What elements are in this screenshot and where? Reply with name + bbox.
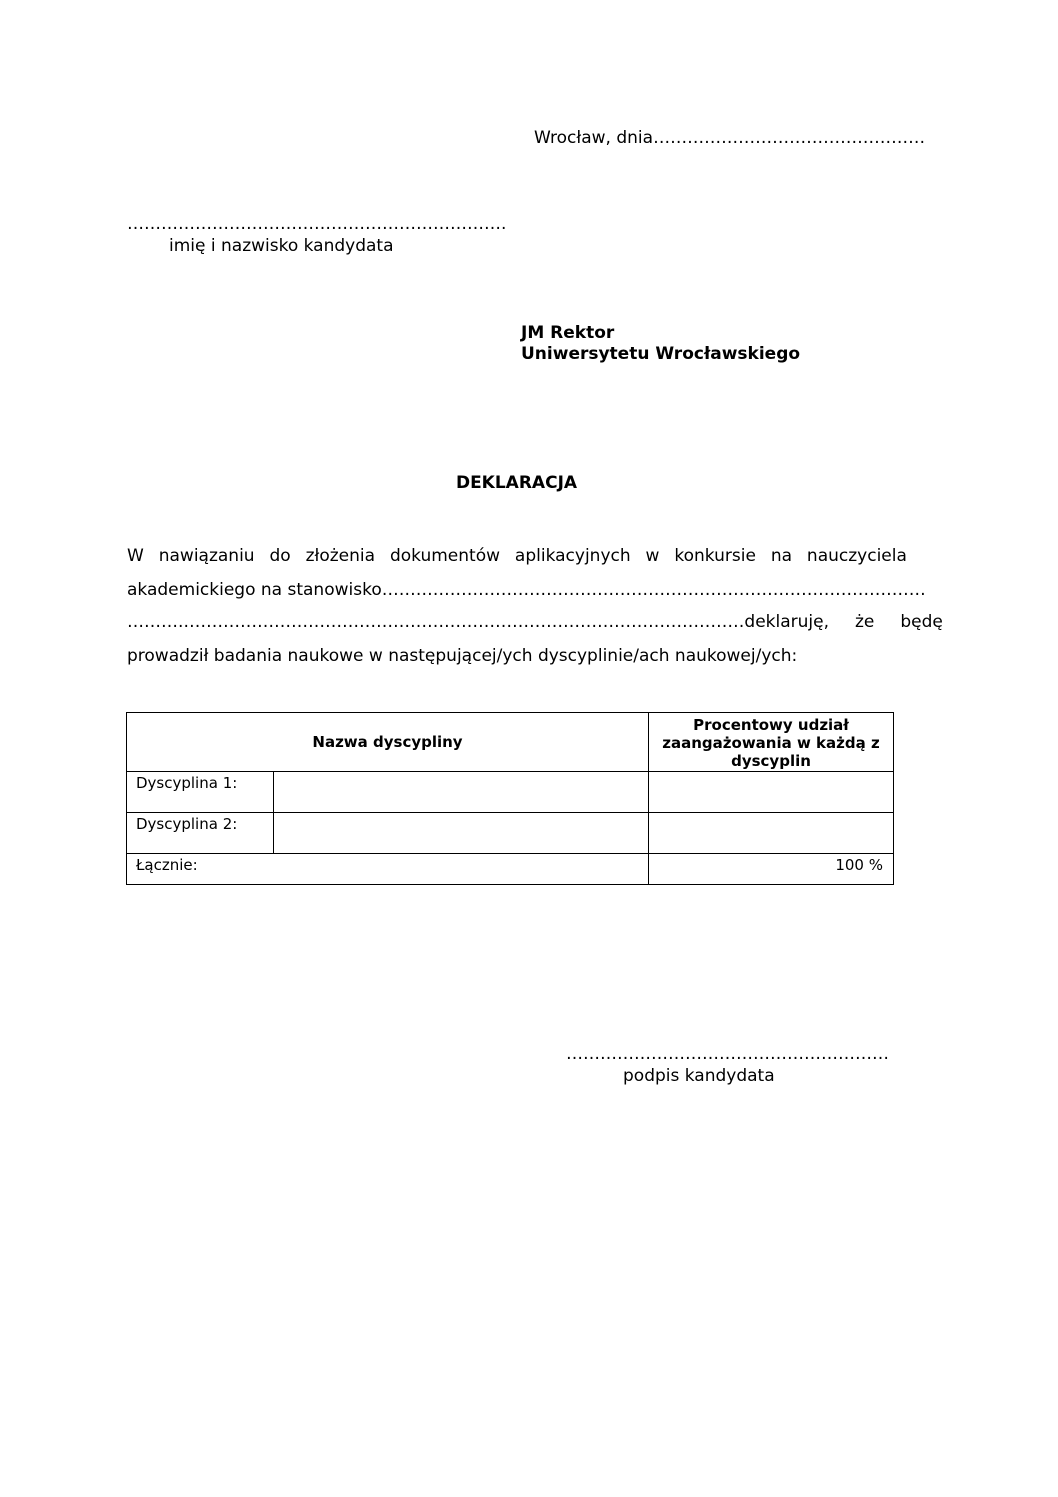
signature-caption: podpis kandydata [623, 1066, 775, 1086]
paragraph-line-1 [127, 546, 907, 566]
word: nauczyciela [806, 546, 907, 566]
discipline-pct-cell[interactable] [649, 813, 894, 854]
word: nawiązaniu [158, 546, 255, 566]
word: aplikacyjnych [514, 546, 631, 566]
discipline-pct-cell[interactable] [649, 772, 894, 813]
document-title: DEKLARACJA [455, 473, 578, 493]
header-discipline-name: Nazwa dyscypliny [127, 713, 649, 772]
discipline-label: Dyscyplina 1: [127, 772, 274, 813]
word: konkursie [674, 546, 756, 566]
word: złożenia [305, 546, 376, 566]
table-total-row [127, 854, 894, 885]
word: w [645, 546, 660, 566]
position-blank: ……….……………………………………………………………………………………… [127, 612, 745, 632]
total-value: 100 % [649, 854, 894, 885]
addressee-block [521, 323, 800, 365]
word: że [855, 612, 875, 632]
header-percentage: Procentowy udział zaangażowania w każdą z dyscyplin [649, 713, 894, 772]
discipline-name-cell[interactable] [274, 813, 649, 854]
addressee-line-2: Uniwersytetu Wrocławskiego [521, 344, 801, 364]
place-date-field: Wrocław, dnia………………………………………… [534, 128, 926, 148]
table-row [127, 772, 894, 813]
table-row [127, 813, 894, 854]
discipline-name-cell[interactable] [274, 772, 649, 813]
word: dokumentów [389, 546, 501, 566]
paragraph-line-2: akademickiego na stanowisko…………………………………………………………………………………… [127, 580, 926, 600]
candidate-name-caption: imię i nazwisko kandydata [169, 236, 394, 256]
word: do [269, 546, 291, 566]
discipline-label: Dyscyplina 2: [127, 813, 274, 854]
signature-blank: ………………………………………………… [566, 1044, 889, 1064]
addressee-line-1: JM Rektor [521, 323, 615, 343]
word: deklaruję, [744, 612, 829, 632]
discipline-table [126, 712, 894, 885]
word: na [770, 546, 793, 566]
total-label: Łącznie: [127, 854, 649, 885]
paragraph-line-4: prowadził badania naukowe w następującej/ych dyscyplinie/ach naukowej/ych: [127, 646, 798, 666]
candidate-name-blank: …………………………………………………………. [127, 214, 507, 234]
word: będę [900, 612, 943, 632]
paragraph-line-3 [127, 612, 943, 632]
table-header-row [127, 713, 894, 772]
word: W [127, 546, 144, 566]
